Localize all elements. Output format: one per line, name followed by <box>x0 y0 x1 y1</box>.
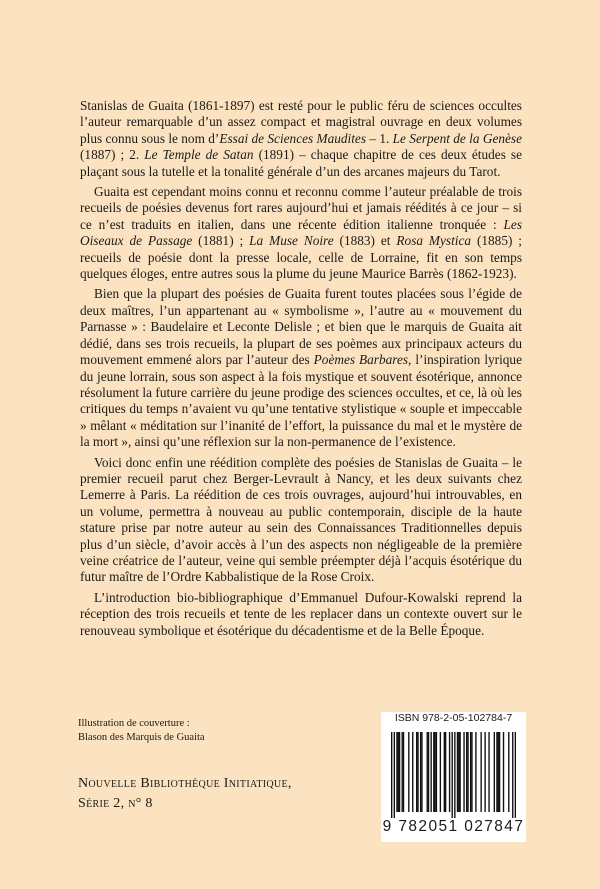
collection-series: Série 2, n° 8 <box>78 796 153 811</box>
isbn-label: ISBN 978-2-05-102784-7 <box>394 712 513 724</box>
barcode-bar <box>394 732 395 818</box>
barcode-bar <box>430 732 431 812</box>
cover-illustration-credit <box>78 717 205 745</box>
barcode-bar <box>444 732 445 812</box>
barcode-bar <box>496 732 497 812</box>
barcode-bar <box>396 732 397 812</box>
barcode-bar <box>449 732 450 812</box>
barcode-bar <box>508 732 509 812</box>
paragraph-4: Voici donc enfin une réédition complète des poésies de Stanislas de Guaita – le premier recueil parut chez Berger-Levrault à Nancy, et les deux suivants chez Lemerre à Paris. La réédition de ces trois ouvrages, aujourd’hui introuvables, en un volume, permettra à nouveau au public contemporain, disciple de la haute stature prise par notre auteur au sein des Connaissances Traditionnelles depuis plus d’un siècle, d’avoir accès à l’un des aspects non négligeable de la première veine créatrice de l’auteur, veine qui semble préempter déjà l’acquis ésotérique du futur maître de l’Ordre Kabbalistique de la Rose Croix. <box>80 454 522 585</box>
barcode-bar <box>503 732 504 812</box>
barcode-bar <box>499 732 500 812</box>
barcode-bar <box>475 732 476 812</box>
barcode-bar <box>399 732 400 812</box>
barcode-bar <box>452 732 453 818</box>
barcode-bar <box>466 732 467 812</box>
barcode-bar <box>408 732 409 812</box>
barcode-bar <box>515 732 516 818</box>
barcode-bar <box>403 732 404 812</box>
barcode-bar <box>445 732 446 812</box>
credit-label: Illustration de couverture : <box>78 718 190 729</box>
paragraph-3: Bien que la plupart des poésies de Guaita furent toutes placées sous l’égide de deux maîtres, l’un appartenant au « symbolisme », l’autre au « mouvement du Parnasse » : Baudelaire et Leconte Delisle ; et bien que le marquis de Guaita ait dédié, dans ses trois recueils, la plupart de ses poèmes aux principaux acteurs du mouvement emmené alors par l’auteur des Poèmes Barbares, l’inspiration lyrique du jeune lorrain, sous son aspect à la fois mystique et souvent ésotérique, annonce résolument la future carrière du jeune prodige des sciences occultes, et ce, là où les critiques du temps n’avaient vu qu’une tentative stylistique « souple et impeccable » mêlant « méditation sur l’inanité de l’effort, la puissance du mal et le mystère de la mort », ainsi qu’une réflexion sur la non-permanence de l’existence. <box>80 286 522 450</box>
barcode-bar <box>512 732 513 818</box>
barcode-bar <box>459 732 460 812</box>
barcode-bars <box>391 732 516 818</box>
collection-name: Nouvelle Bibliothèque Initiatique, <box>78 776 292 791</box>
back-cover-text <box>80 98 522 643</box>
barcode-bar <box>412 732 413 812</box>
barcode-bar <box>457 732 458 812</box>
barcode-bar <box>463 732 464 812</box>
barcode-bar <box>458 732 459 812</box>
barcode-bar <box>470 732 471 812</box>
barcode-bar <box>484 732 485 812</box>
barcode-bar <box>434 732 435 812</box>
barcode-bar <box>433 732 434 812</box>
paragraph-2: Guaita est cependant moins connu et reconnu comme l’auteur préalable de trois recueils de poésies devenus fort rares aujourd’hui et jamais réédités à ce jour – si ce n’est traduits en italien, dans une récente édition italienne tronquée : Les Oiseaux de Passage (1881) ; La Muse Noire (1883) et Rosa Mystica (1885) ; recueils de poésie dont la presse locale, celle de Lorraine, fit en son temps quelques éloges, entre autres sous la plume du jeune Maurice Barrès (1862-1923). <box>80 184 522 282</box>
barcode-bar <box>417 732 418 812</box>
collection-info <box>78 774 292 814</box>
barcode-bar <box>416 732 417 812</box>
barcode-bar <box>420 732 421 812</box>
paragraph-1: Stanislas de Guaita (1861-1897) est resté pour le public féru de sciences occultes l’auteur remarquable d’un assez compact et magistral ouvrage en deux volumes plus connu sous le nom d’Essai de Sciences Maudites – 1. Le Serpent de la Genèse (1887) ; 2. Le Temple de Satan (1891) – chaque chapitre de ces deux études se plaçant sous la tutelle et la tonalité générale d’un des arcanes majeurs du Tarot. <box>80 98 522 179</box>
barcode-bar <box>436 732 437 812</box>
barcode-bar <box>402 732 403 812</box>
barcode-bar <box>471 732 472 812</box>
barcode-bar <box>440 732 441 812</box>
barcode-bar <box>454 732 455 818</box>
barcode-bar <box>467 732 468 812</box>
barcode-bar <box>427 732 428 812</box>
isbn-barcode <box>381 712 526 842</box>
barcode-bar <box>480 732 481 812</box>
barcode-bar <box>498 732 499 812</box>
barcode-bar <box>421 732 422 812</box>
barcode-bar <box>488 732 489 812</box>
barcode-digits: 9 782051 027847 <box>382 818 525 835</box>
paragraph-5: L’introduction bio-bibliographique d’Emmanuel Dufour-Kowalski reprend la réception des trois recueils et tente de les replacer dans un contexte ouvert sur le renouveau symbolique et ésotérique du décadentisme et de la Belle Époque. <box>80 589 522 638</box>
barcode-bar <box>398 732 399 812</box>
credit-value: Blason des Marquis de Guaita <box>78 732 205 743</box>
barcode-bar <box>494 732 495 812</box>
barcode-bar <box>391 732 392 818</box>
barcode-bar <box>428 732 429 812</box>
